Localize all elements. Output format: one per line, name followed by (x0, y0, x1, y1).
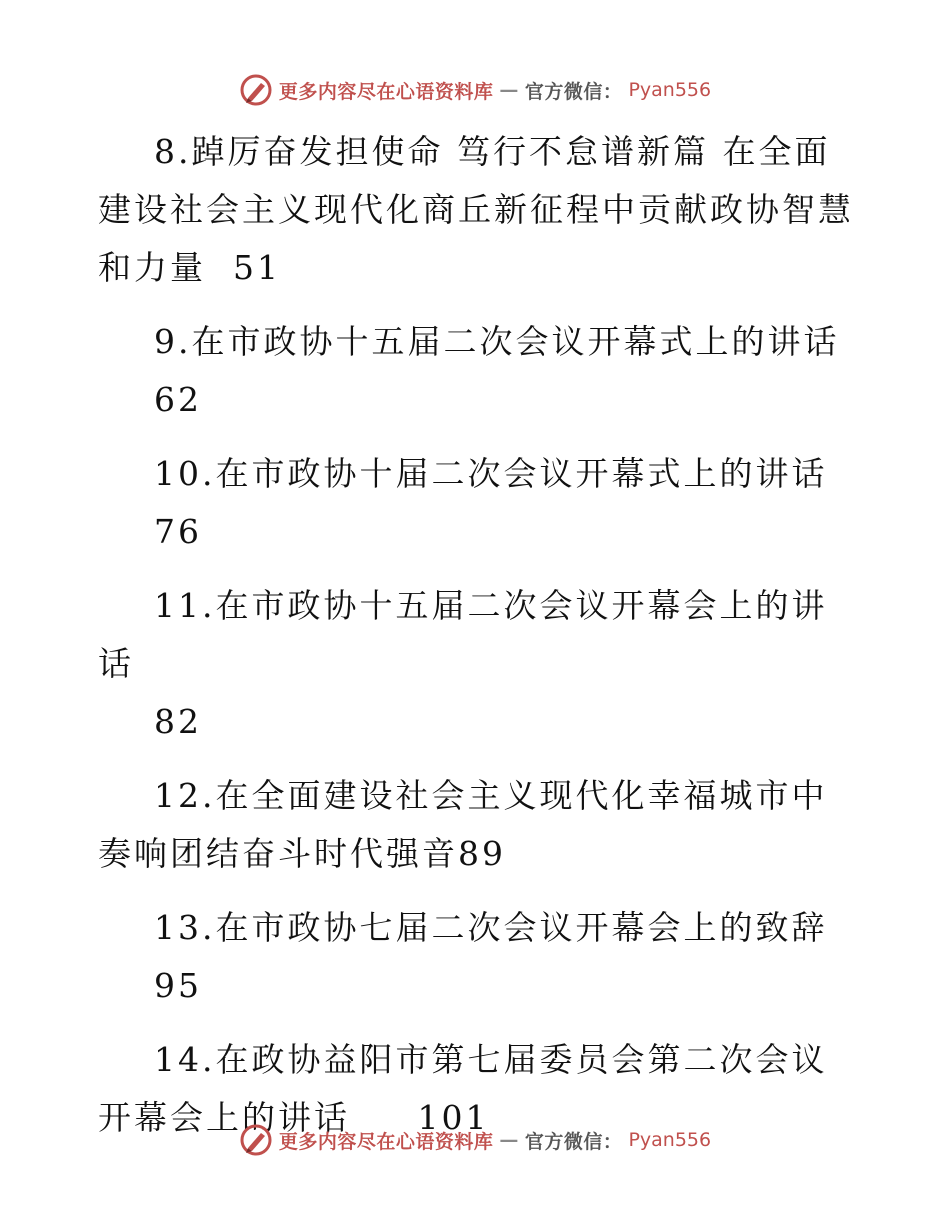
toc-entry-13 (98, 899, 858, 1015)
toc-entry-11 (98, 577, 858, 751)
toc-page: 95 (154, 966, 202, 1005)
watermark-handle: Pyan556 (628, 1129, 712, 1151)
toc-page: 51 (232, 248, 281, 287)
toc-page: 101 (417, 1098, 490, 1137)
toc-page: 89 (458, 834, 506, 873)
watermark-label: 官方微信： (524, 80, 623, 103)
toc-title: 8.踔厉奋发担使命 笃行不怠谱新篇 在全面建设社会主义现代化商丘新征程中贡献政协智慧和力量 (98, 132, 854, 287)
toc-list (98, 123, 858, 1163)
watermark-dash: — (499, 1129, 519, 1151)
pen-logo-icon (239, 1123, 273, 1157)
toc-title: 14.在政协益阳市第七届委员会第二次会议开幕会上的讲话 (98, 1040, 828, 1137)
watermark-dash: — (499, 79, 519, 101)
toc-entry-9 (98, 313, 858, 429)
watermark-text: 更多内容尽在心语资料库 (278, 80, 494, 103)
toc-page: 62 (154, 380, 202, 419)
toc-title: 9.在市政协十五届二次会议开幕式上的讲话 (154, 322, 840, 361)
toc-entry-8 (98, 123, 858, 297)
footer-watermark (0, 1120, 950, 1160)
pen-logo-icon (239, 73, 273, 107)
toc-title: 11.在市政协十五届二次会议开幕会上的讲话 (98, 586, 828, 683)
toc-entry-12 (98, 767, 858, 883)
header-watermark (0, 70, 950, 110)
watermark-text: 更多内容尽在心语资料库 (278, 1130, 494, 1153)
toc-entry-10 (98, 445, 858, 561)
toc-page: 82 (154, 702, 202, 741)
toc-title: 10.在市政协十届二次会议开幕式上的讲话 (154, 454, 828, 493)
toc-title: 13.在市政协七届二次会议开幕会上的致辞 (154, 908, 828, 947)
watermark-handle: Pyan556 (628, 79, 712, 101)
toc-page: 76 (154, 512, 202, 551)
toc-title: 12.在全面建设社会主义现代化幸福城市中奏响团结奋斗时代强音 (98, 776, 828, 873)
watermark-label: 官方微信： (524, 1130, 623, 1153)
